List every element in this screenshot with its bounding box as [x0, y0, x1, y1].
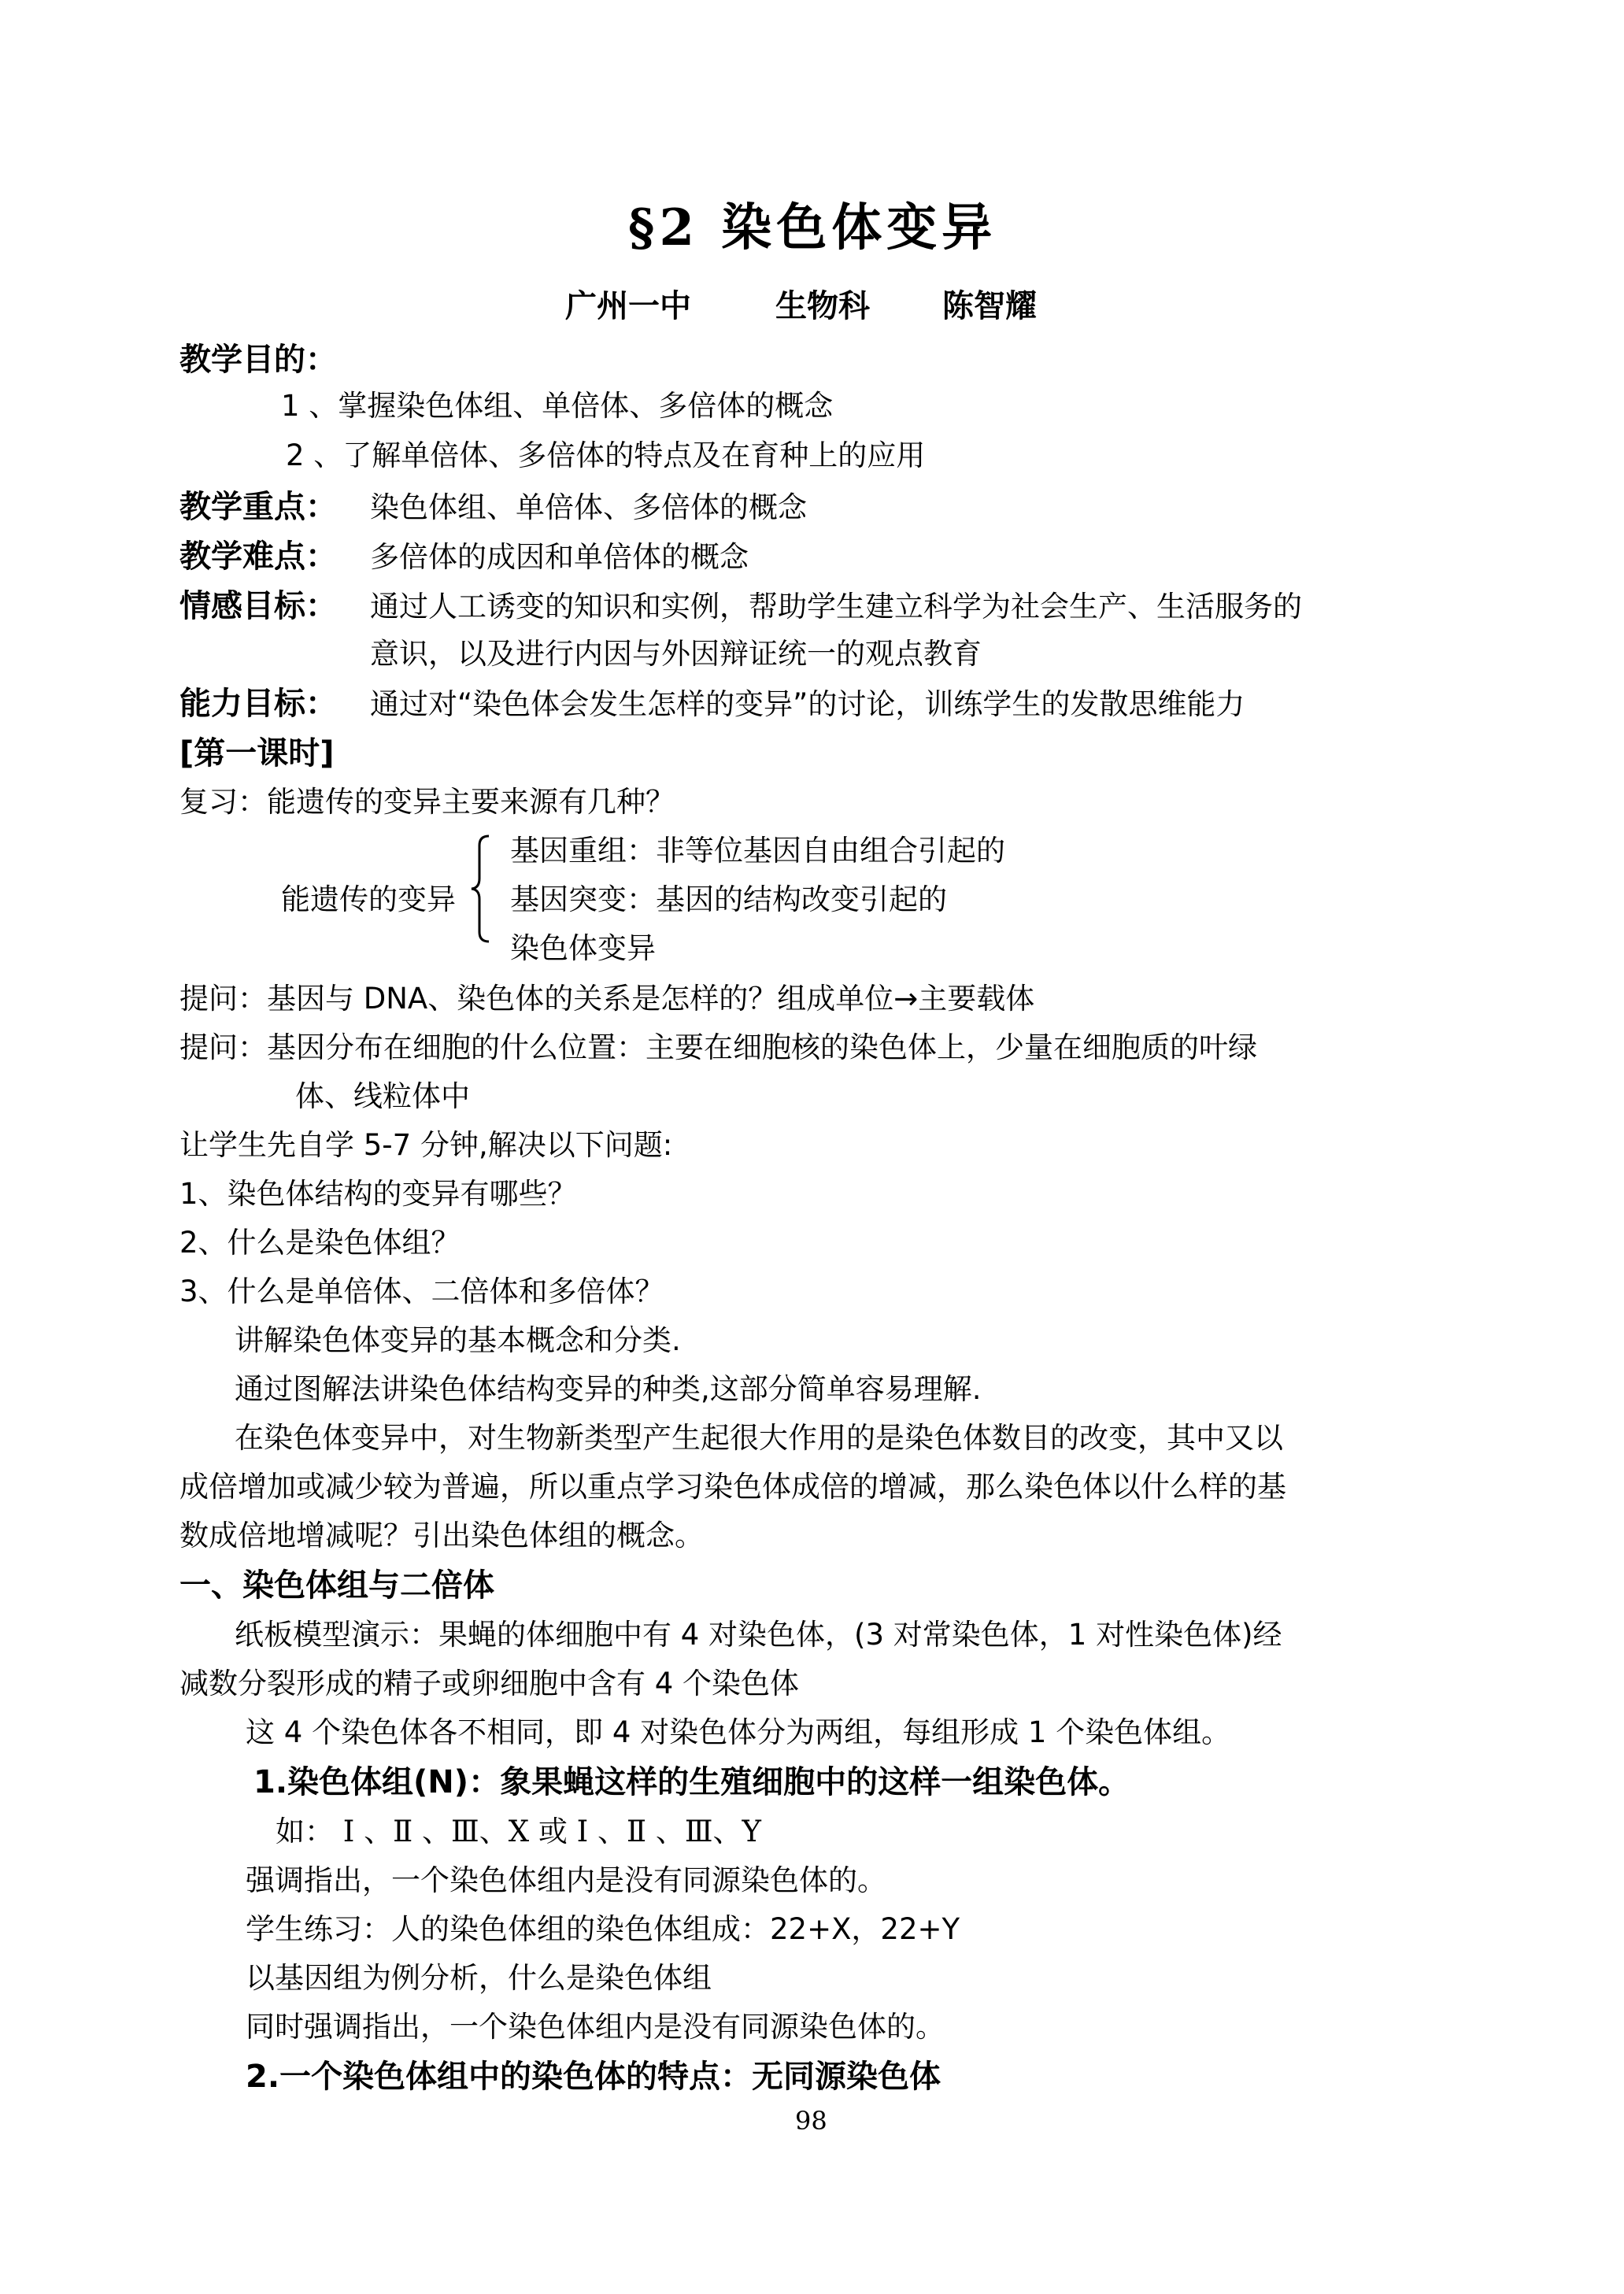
ability-text: 通过对“染色体会发生怎样的变异”的讨论，训练学生的发散思维能力 [370, 687, 1245, 721]
demo-line2: 减数分裂形成的精子或卵细胞中含有 4 个染色体 [179, 1667, 800, 1700]
objective-item-1: 1 、掌握染色体组、单倍体、多倍体的概念 [281, 389, 834, 423]
ability-label: 能力目标： [179, 686, 337, 722]
heritable-item-3: 染色体变异 [510, 931, 656, 965]
demo-line1: 纸板模型演示：果蝇的体细胞中有 4 对染色体，(3 对常染色体，1 对性染色体)经 [235, 1618, 1282, 1652]
section-1-heading: 一、染色体组与二倍体 [179, 1567, 494, 1604]
emotion-text-line1: 通过人工诱变的知识和实例，帮助学生建立科学为社会生产、生活服务的 [370, 590, 1302, 623]
analysis-note: 以基因组为例分析，什么是染色体组 [246, 1961, 712, 1995]
difficulty-text: 多倍体的成因和单倍体的概念 [370, 540, 749, 574]
problem-3: 3、什么是单倍体、二倍体和多倍体？ [179, 1275, 664, 1308]
heritable-item-2: 基因突变：基因的结构改变引起的 [510, 882, 947, 916]
paragraph-line2: 成倍增加或减少较为普遍，所以重点学习染色体成倍的增减，那么染色体以什么样的基 [179, 1470, 1286, 1504]
definition-2: 2.一个染色体组中的染色体的特点：无同源染色体 [246, 2059, 941, 2095]
key-point-label: 教学重点： [179, 489, 337, 525]
explain-2: 通过图解法讲染色体结构变异的种类,这部分简单容易理解. [235, 1372, 982, 1406]
self-study-instruction: 让学生先自学 5-7 分钟,解决以下问题: [179, 1128, 673, 1162]
problem-2: 2、什么是染色体组？ [179, 1226, 461, 1260]
student-exercise: 学生练习：人的染色体组的染色体组成：22+X，22+Y [246, 1912, 960, 1946]
explain-1: 讲解染色体变异的基本概念和分类. [235, 1323, 681, 1357]
objective-item-2: 2 、了解单倍体、多倍体的特点及在育种上的应用 [286, 438, 926, 472]
paragraph-line3: 数成倍地增减呢？引出染色体组的概念。 [179, 1519, 704, 1552]
page-number: 98 [795, 2106, 827, 2136]
difficulty-label: 教学难点： [179, 538, 337, 575]
emotion-label: 情感目标： [179, 588, 337, 624]
question-1: 提问：基因与 DNA、染色体的关系是怎样的？组成单位→主要载体 [179, 982, 1035, 1016]
paragraph-line1: 在染色体变异中，对生物新类型产生起很大作用的是染色体数目的改变，其中又以 [235, 1421, 1283, 1455]
problem-1: 1、染色体结构的变异有哪些？ [179, 1177, 577, 1211]
heritable-item-1: 基因重组：非等位基因自由组合引起的 [510, 834, 1005, 868]
heritable-variation-label: 能遗传的变异 [281, 882, 456, 916]
author-subject: 生物科 [775, 288, 870, 324]
question-2-line2: 体、线粒体中 [295, 1079, 470, 1113]
brace-icon [470, 834, 490, 943]
definition-1: 1.染色体组(N)：象果蝇这样的生殖细胞中的这样一组染色体。 [253, 1764, 1130, 1800]
chromosome-set-example: 如： Ⅰ 、Ⅱ 、Ⅲ、X 或 Ⅰ 、Ⅱ 、Ⅲ、Y [276, 1815, 761, 1848]
emphasis-2: 同时强调指出，一个染色体组内是没有同源染色体的。 [246, 2010, 945, 2044]
emphasis-1: 强调指出，一个染色体组内是没有同源染色体的。 [246, 1863, 886, 1897]
author-school: 广州一中 [565, 288, 691, 324]
author-name: 陈智耀 [942, 288, 1037, 324]
emotion-text-line2: 意识，以及进行内因与外因辩证统一的观点教育 [370, 637, 982, 671]
objectives-heading: 教学目的： [179, 342, 337, 378]
page-title: §2 染色体变异 [628, 198, 997, 257]
lesson-heading: [第一课时] [179, 735, 335, 771]
review-question: 复习：能遗传的变异主要来源有几种？ [179, 785, 675, 819]
demo-line3: 这 4 个染色体各不相同，即 4 对染色体分为两组，每组形成 1 个染色体组。 [246, 1715, 1231, 1749]
question-2-line1: 提问：基因分布在细胞的什么位置：主要在细胞核的染色体上，少量在细胞质的叶绿 [179, 1030, 1257, 1064]
key-point-text: 染色体组、单倍体、多倍体的概念 [370, 490, 807, 524]
